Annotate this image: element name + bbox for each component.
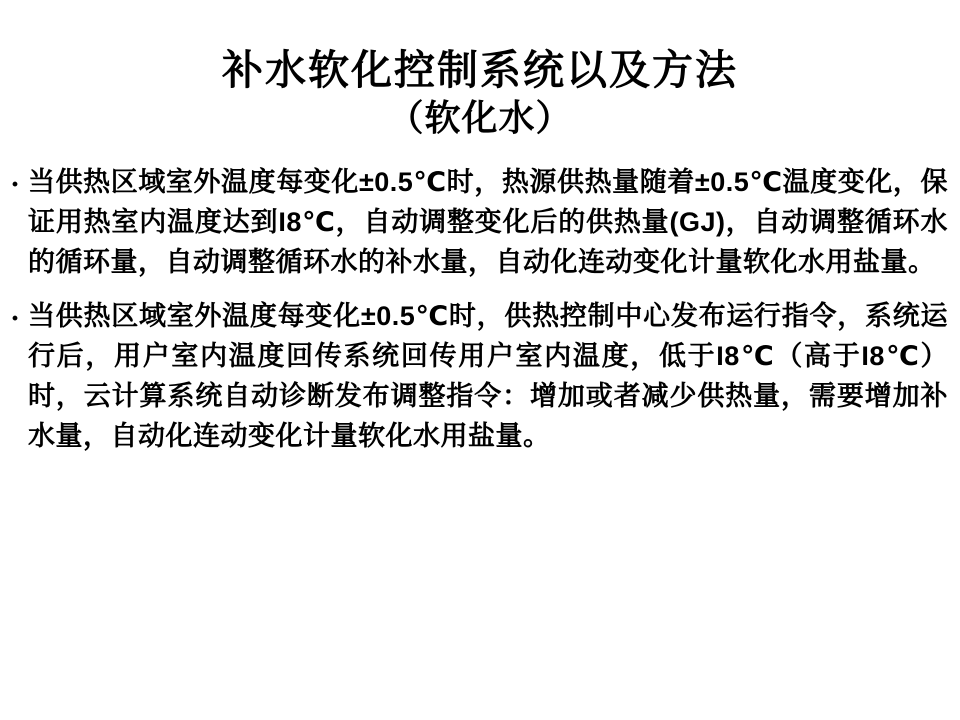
bullet-marker-icon: · <box>10 302 21 336</box>
list-item <box>10 297 948 457</box>
title-main: 补水软化控制系统以及方法 <box>222 47 738 93</box>
list-item <box>10 163 948 283</box>
bullet-paragraph-2: 当供热区域室外温度每变化±0.5℃时，供热控制中心发布运行指令，系统运行后，用户室内温度回传系统回传用户室内温度，低于I8℃（高于I8℃）时，云计算系统自动诊断发布调整指令：增加或者减少供热量，需要增加补水量，自动化连动变化计量软化水用盐量。 <box>28 301 948 452</box>
bullet-marker-icon: · <box>10 168 21 202</box>
bullet-paragraph-1: 当供热区域室外温度每变化±0.5℃时，热源供热量随着±0.5℃温度变化，保证用热室内温度达到I8℃，自动调整变化后的供热量(GJ)，自动调整循环水的循环量，自动调整循环水的补水量，自动化连动变化计量软化水用盐量。 <box>28 167 948 278</box>
title-subtitle: （软化水） <box>387 97 573 138</box>
slide-title <box>0 0 960 139</box>
slide-body <box>0 163 960 457</box>
